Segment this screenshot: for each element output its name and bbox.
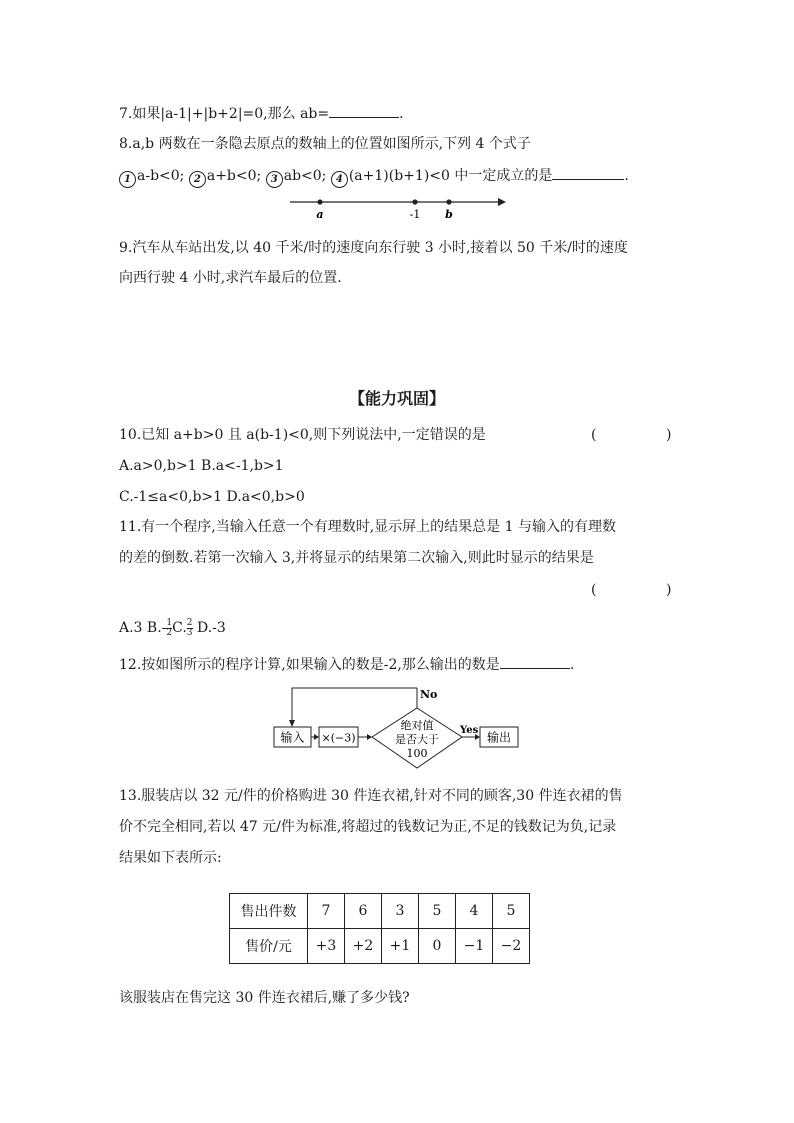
fraction: $\frac{2}{3}$ — [186, 617, 193, 638]
flow-operation-box: ×(−3) — [321, 731, 356, 745]
flow-no-label: No — [420, 688, 438, 701]
label-b: b — [445, 208, 453, 221]
circled-number: 4 — [331, 171, 348, 188]
flow-decision-line1: 绝对值 — [400, 719, 434, 732]
question-9-line1: 9.汽车从车站出发,以 40 千米/时的速度向东行驶 3 小时,接着以 50 千米/时的速度 — [119, 240, 628, 256]
question-11-line1: 11.有一个程序,当输入任意一个有理数时,显示屏上的结果总是 1 与输入的有理数 — [119, 519, 616, 535]
flow-output-box: 输出 — [486, 730, 512, 745]
flow-yes-label: Yes — [460, 725, 479, 736]
label-a: a — [316, 208, 324, 221]
question-10-stem: 10.已知 a+b>0 且 a(b-1)<0,则下列说法中,一定错误的是 — [119, 427, 486, 443]
table-cell: 6 — [345, 894, 382, 929]
table-cell: +2 — [345, 929, 382, 964]
table-cell: 7 — [308, 894, 345, 929]
table-header: 售价/元 — [230, 929, 308, 964]
table-cell: 5 — [493, 894, 530, 929]
table-cell: −1 — [456, 929, 493, 964]
table-row — [230, 894, 530, 929]
question-7: 7.如果|a-1|+|b+2|=0,那么 ab= . — [119, 102, 404, 124]
answer-paren-close[interactable]: ) — [666, 427, 672, 443]
flow-decision-line2: 是否大于 — [395, 733, 439, 746]
table-cell: 4 — [456, 894, 493, 929]
section-heading: 【能力巩固】 — [348, 389, 445, 408]
question-13-line1: 13.服装店以 32 元/件的价格购进 30 件连衣裙,针对不同的顾客,30 件连衣裙的售 — [119, 788, 623, 804]
question-8-stem: 8.a,b 两数在一条隐去原点的数轴上的位置如图所示,下列 4 个式子 — [119, 136, 531, 152]
question-9-line2: 向西行驶 4 小时,求汽车最后的位置. — [119, 270, 342, 286]
question-13-line2: 价不完全相同,若以 47 元/件为标准,将超过的钱数记为正,不足的钱数记为负,记录 — [119, 819, 617, 835]
label-neg1: -1 — [409, 208, 421, 221]
answer-paren-open[interactable]: ( — [591, 427, 597, 443]
question-11-options: A.3 B.- $\frac{1}{2}$ C. $\frac{2}{3}$ D.-3 — [119, 617, 226, 638]
question-13-question: 该服装店在售完这 30 件连衣裙后,赚了多少钱? — [119, 990, 410, 1006]
table-cell: −2 — [493, 929, 530, 964]
answer-blank[interactable] — [552, 164, 624, 180]
table-row — [230, 929, 530, 964]
table-cell: 0 — [419, 929, 456, 964]
answer-blank[interactable] — [500, 653, 570, 669]
flow-input-box: 输入 — [280, 730, 305, 745]
answer-paren-open[interactable]: ( — [591, 582, 597, 598]
question-8-statements: 1 a-b<0; 2 a+b<0; 3 ab<0; 4 (a+1)(b+1)<0 中一定成立的是 . — [119, 164, 629, 188]
point-a — [317, 199, 322, 204]
circled-number: 2 — [189, 171, 206, 188]
question-7-text: 7.如果|a-1|+|b+2|=0,那么 ab= — [119, 106, 330, 122]
sales-table — [229, 893, 530, 964]
question-12-text: 12.按如图所示的程序计算,如果输入的数是-2,那么输出的数是 . — [119, 653, 574, 675]
circled-number: 3 — [266, 171, 283, 188]
question-10-options-ab: A.a>0,b>1 B.a<-1,b>1 — [119, 458, 284, 474]
table-cell: +3 — [308, 929, 345, 964]
point-b — [446, 199, 451, 204]
table-cell: 5 — [419, 894, 456, 929]
table-header: 售出件数 — [230, 894, 308, 929]
circled-number: 1 — [119, 171, 136, 188]
answer-paren-close[interactable]: ) — [666, 582, 672, 598]
flow-decision-line3: 100 — [406, 747, 428, 760]
program-flowchart — [272, 682, 524, 774]
point-neg1 — [412, 199, 417, 204]
question-11-line2: 的差的倒数.若第一次输入 3,并将显示的结果第二次输入,则此时显示的结果是 — [119, 550, 594, 566]
fraction: $\frac{1}{2}$ — [166, 617, 173, 638]
table-cell: +1 — [382, 929, 419, 964]
question-13-line3: 结果如下表所示: — [119, 850, 222, 866]
answer-blank[interactable] — [329, 102, 399, 118]
question-10-options-cd: C.-1≤a<0,b>1 D.a<0,b>0 — [119, 489, 305, 505]
number-line-diagram — [284, 192, 510, 222]
table-cell: 3 — [382, 894, 419, 929]
